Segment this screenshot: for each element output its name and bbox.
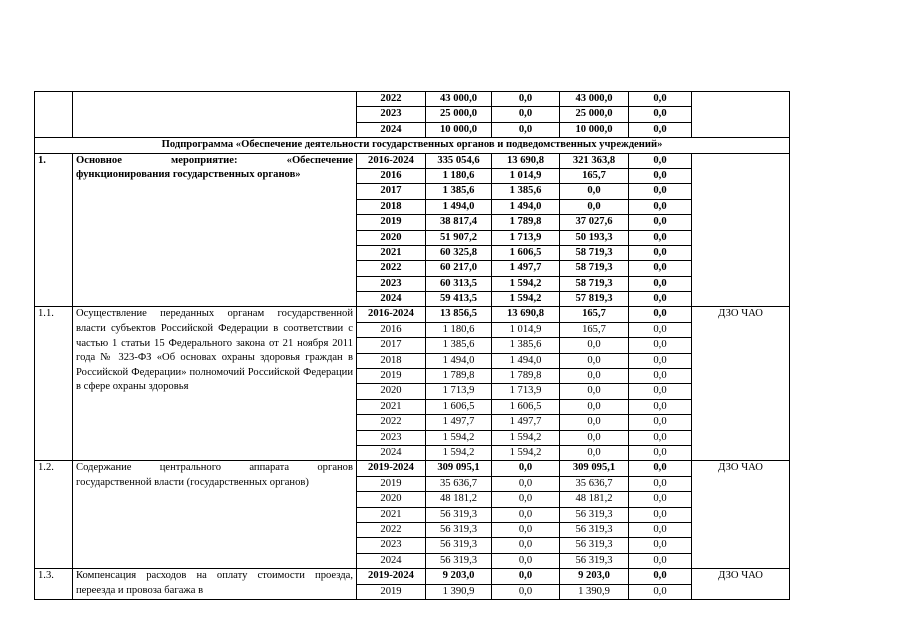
regional-budget-cell: 0,0 — [560, 399, 629, 414]
year-cell: 2023 — [357, 107, 426, 122]
regional-budget-cell: 25 000,0 — [560, 107, 629, 122]
year-cell: 2020 — [357, 384, 426, 399]
regional-budget-cell: 0,0 — [560, 199, 629, 214]
total-cell: 60 313,5 — [426, 276, 492, 291]
other-sources-cell: 0,0 — [629, 307, 692, 322]
total-cell: 48 181,2 — [426, 492, 492, 507]
budget-table — [34, 91, 790, 600]
regional-budget-cell: 35 636,7 — [560, 476, 629, 491]
year-cell: 2022 — [357, 522, 426, 537]
federal-budget-cell: 0,0 — [492, 107, 560, 122]
regional-budget-cell: 165,7 — [560, 307, 629, 322]
regional-budget-cell: 56 319,3 — [560, 507, 629, 522]
regional-budget-cell: 165,7 — [560, 322, 629, 337]
name-cell — [73, 92, 357, 138]
federal-budget-cell: 1 789,8 — [492, 369, 560, 384]
other-sources-cell: 0,0 — [629, 430, 692, 445]
total-cell: 56 319,3 — [426, 522, 492, 537]
year-cell: 2022 — [357, 92, 426, 107]
total-cell: 59 413,5 — [426, 292, 492, 307]
year-cell: 2024 — [357, 445, 426, 460]
total-cell: 1 385,6 — [426, 184, 492, 199]
total-cell: 309 095,1 — [426, 461, 492, 476]
total-cell: 1 497,7 — [426, 415, 492, 430]
total-cell: 25 000,0 — [426, 107, 492, 122]
other-sources-cell: 0,0 — [629, 292, 692, 307]
other-sources-cell: 0,0 — [629, 461, 692, 476]
year-cell: 2022 — [357, 415, 426, 430]
federal-budget-cell: 1 594,2 — [492, 430, 560, 445]
total-cell: 1 385,6 — [426, 338, 492, 353]
regional-budget-cell: 57 819,3 — [560, 292, 629, 307]
regional-budget-cell: 0,0 — [560, 338, 629, 353]
federal-budget-cell: 0,0 — [492, 553, 560, 568]
total-cell: 1 494,0 — [426, 199, 492, 214]
total-cell: 335 054,6 — [426, 153, 492, 168]
federal-budget-cell: 1 494,0 — [492, 199, 560, 214]
table-row — [35, 92, 790, 107]
total-cell: 1 180,6 — [426, 168, 492, 183]
executor-cell: ДЗО ЧАО — [692, 569, 790, 600]
year-cell: 2016-2024 — [357, 153, 426, 168]
other-sources-cell: 0,0 — [629, 322, 692, 337]
executor-cell: ДЗО ЧАО — [692, 307, 790, 461]
regional-budget-cell: 0,0 — [560, 430, 629, 445]
federal-budget-cell: 0,0 — [492, 461, 560, 476]
year-cell: 2023 — [357, 430, 426, 445]
federal-budget-cell: 1 606,5 — [492, 399, 560, 414]
total-cell: 56 319,3 — [426, 553, 492, 568]
total-cell: 51 907,2 — [426, 230, 492, 245]
subprogram-title: Подпрограмма «Обеспечение деятельности государственных органов и подведомственных учреждений» — [35, 138, 790, 153]
other-sources-cell: 0,0 — [629, 569, 692, 584]
federal-budget-cell: 0,0 — [492, 569, 560, 584]
regional-budget-cell: 0,0 — [560, 445, 629, 460]
federal-budget-cell: 0,0 — [492, 122, 560, 137]
regional-budget-cell: 48 181,2 — [560, 492, 629, 507]
year-cell: 2016 — [357, 322, 426, 337]
item-number: 1.1. — [35, 307, 73, 461]
total-cell: 35 636,7 — [426, 476, 492, 491]
budget-table-body — [35, 92, 790, 600]
other-sources-cell: 0,0 — [629, 107, 692, 122]
federal-budget-cell: 1 014,9 — [492, 168, 560, 183]
table-row — [35, 569, 790, 584]
item-name: Основное мероприятие: «Обеспечение функционирования государственных органов» — [73, 153, 357, 307]
regional-budget-cell: 309 095,1 — [560, 461, 629, 476]
other-sources-cell: 0,0 — [629, 168, 692, 183]
year-cell: 2021 — [357, 245, 426, 260]
other-sources-cell: 0,0 — [629, 122, 692, 137]
regional-budget-cell: 50 193,3 — [560, 230, 629, 245]
year-cell: 2019 — [357, 369, 426, 384]
total-cell: 1 594,2 — [426, 445, 492, 460]
other-sources-cell: 0,0 — [629, 261, 692, 276]
total-cell: 10 000,0 — [426, 122, 492, 137]
year-cell: 2019-2024 — [357, 569, 426, 584]
federal-budget-cell: 1 713,9 — [492, 230, 560, 245]
federal-budget-cell: 1 594,2 — [492, 276, 560, 291]
regional-budget-cell: 1 390,9 — [560, 584, 629, 599]
total-cell: 43 000,0 — [426, 92, 492, 107]
federal-budget-cell: 1 385,6 — [492, 338, 560, 353]
other-sources-cell: 0,0 — [629, 245, 692, 260]
year-cell: 2018 — [357, 199, 426, 214]
total-cell: 1 494,0 — [426, 353, 492, 368]
federal-budget-cell: 1 713,9 — [492, 384, 560, 399]
other-sources-cell: 0,0 — [629, 230, 692, 245]
table-row — [35, 153, 790, 168]
item-number: 1.3. — [35, 569, 73, 600]
other-sources-cell: 0,0 — [629, 276, 692, 291]
total-cell: 1 180,6 — [426, 322, 492, 337]
regional-budget-cell: 10 000,0 — [560, 122, 629, 137]
other-sources-cell: 0,0 — [629, 215, 692, 230]
year-cell: 2020 — [357, 492, 426, 507]
regional-budget-cell: 58 719,3 — [560, 261, 629, 276]
table-row — [35, 461, 790, 476]
federal-budget-cell: 1 385,6 — [492, 184, 560, 199]
total-cell: 1 390,9 — [426, 584, 492, 599]
regional-budget-cell: 43 000,0 — [560, 92, 629, 107]
year-cell: 2024 — [357, 553, 426, 568]
year-cell: 2024 — [357, 122, 426, 137]
other-sources-cell: 0,0 — [629, 92, 692, 107]
federal-budget-cell: 1 594,2 — [492, 292, 560, 307]
federal-budget-cell: 13 690,8 — [492, 153, 560, 168]
federal-budget-cell: 13 690,8 — [492, 307, 560, 322]
other-sources-cell: 0,0 — [629, 507, 692, 522]
federal-budget-cell: 0,0 — [492, 476, 560, 491]
total-cell: 1 594,2 — [426, 430, 492, 445]
other-sources-cell: 0,0 — [629, 338, 692, 353]
federal-budget-cell: 1 497,7 — [492, 415, 560, 430]
federal-budget-cell: 0,0 — [492, 507, 560, 522]
federal-budget-cell: 0,0 — [492, 92, 560, 107]
other-sources-cell: 0,0 — [629, 369, 692, 384]
other-sources-cell: 0,0 — [629, 415, 692, 430]
other-sources-cell: 0,0 — [629, 522, 692, 537]
federal-budget-cell: 1 789,8 — [492, 215, 560, 230]
regional-budget-cell: 56 319,3 — [560, 522, 629, 537]
other-sources-cell: 0,0 — [629, 445, 692, 460]
other-sources-cell: 0,0 — [629, 492, 692, 507]
regional-budget-cell: 56 319,3 — [560, 538, 629, 553]
regional-budget-cell: 58 719,3 — [560, 245, 629, 260]
year-cell: 2021 — [357, 399, 426, 414]
total-cell: 9 203,0 — [426, 569, 492, 584]
year-cell: 2019-2024 — [357, 461, 426, 476]
federal-budget-cell: 1 497,7 — [492, 261, 560, 276]
year-cell: 2018 — [357, 353, 426, 368]
regional-budget-cell: 58 719,3 — [560, 276, 629, 291]
other-sources-cell: 0,0 — [629, 538, 692, 553]
item-number: 1.2. — [35, 461, 73, 569]
federal-budget-cell: 1 606,5 — [492, 245, 560, 260]
other-sources-cell: 0,0 — [629, 184, 692, 199]
other-sources-cell: 0,0 — [629, 399, 692, 414]
executor-cell — [692, 153, 790, 307]
table-row — [35, 307, 790, 322]
item-name: Компенсация расходов на оплату стоимости проезда, переезда и провоза багажа в — [73, 569, 357, 600]
total-cell: 1 713,9 — [426, 384, 492, 399]
regional-budget-cell: 37 027,6 — [560, 215, 629, 230]
total-cell: 1 606,5 — [426, 399, 492, 414]
total-cell: 60 217,0 — [426, 261, 492, 276]
year-cell: 2024 — [357, 292, 426, 307]
other-sources-cell: 0,0 — [629, 553, 692, 568]
year-cell: 2017 — [357, 338, 426, 353]
regional-budget-cell: 321 363,8 — [560, 153, 629, 168]
federal-budget-cell: 1 594,2 — [492, 445, 560, 460]
other-sources-cell: 0,0 — [629, 353, 692, 368]
year-cell: 2019 — [357, 215, 426, 230]
regional-budget-cell: 0,0 — [560, 184, 629, 199]
regional-budget-cell: 0,0 — [560, 353, 629, 368]
regional-budget-cell: 0,0 — [560, 369, 629, 384]
year-cell: 2023 — [357, 276, 426, 291]
year-cell: 2023 — [357, 538, 426, 553]
federal-budget-cell: 0,0 — [492, 522, 560, 537]
year-cell: 2017 — [357, 184, 426, 199]
other-sources-cell: 0,0 — [629, 476, 692, 491]
year-cell: 2019 — [357, 476, 426, 491]
executor-cell: ДЗО ЧАО — [692, 461, 790, 569]
regional-budget-cell: 0,0 — [560, 384, 629, 399]
federal-budget-cell: 1 014,9 — [492, 322, 560, 337]
total-cell: 38 817,4 — [426, 215, 492, 230]
year-cell: 2019 — [357, 584, 426, 599]
other-sources-cell: 0,0 — [629, 199, 692, 214]
regional-budget-cell: 165,7 — [560, 168, 629, 183]
regional-budget-cell: 9 203,0 — [560, 569, 629, 584]
total-cell: 60 325,8 — [426, 245, 492, 260]
item-number: 1. — [35, 153, 73, 307]
year-cell: 2016-2024 — [357, 307, 426, 322]
total-cell: 56 319,3 — [426, 507, 492, 522]
executor-cell — [692, 92, 790, 138]
federal-budget-cell: 0,0 — [492, 584, 560, 599]
total-cell: 1 789,8 — [426, 369, 492, 384]
item-name: Содержание центрального аппарата органов государственной власти (государственных органов) — [73, 461, 357, 569]
subprogram-row — [35, 138, 790, 153]
other-sources-cell: 0,0 — [629, 153, 692, 168]
year-cell: 2020 — [357, 230, 426, 245]
item-name: Осуществление переданных органам государственной власти субъектов Российской Федерации в соответствии с частью 1 статьи 15 Федерального закона от 21 ноября 2011 года № 323-ФЗ «Об основах охраны здоровья граждан в Российской Федерации» полномочий Российской Федерации в сфере охраны здоровья — [73, 307, 357, 461]
regional-budget-cell: 0,0 — [560, 415, 629, 430]
federal-budget-cell: 1 494,0 — [492, 353, 560, 368]
year-cell: 2022 — [357, 261, 426, 276]
number-cell — [35, 92, 73, 138]
federal-budget-cell: 0,0 — [492, 538, 560, 553]
regional-budget-cell: 56 319,3 — [560, 553, 629, 568]
year-cell: 2016 — [357, 168, 426, 183]
total-cell: 13 856,5 — [426, 307, 492, 322]
other-sources-cell: 0,0 — [629, 384, 692, 399]
other-sources-cell: 0,0 — [629, 584, 692, 599]
total-cell: 56 319,3 — [426, 538, 492, 553]
year-cell: 2021 — [357, 507, 426, 522]
federal-budget-cell: 0,0 — [492, 492, 560, 507]
